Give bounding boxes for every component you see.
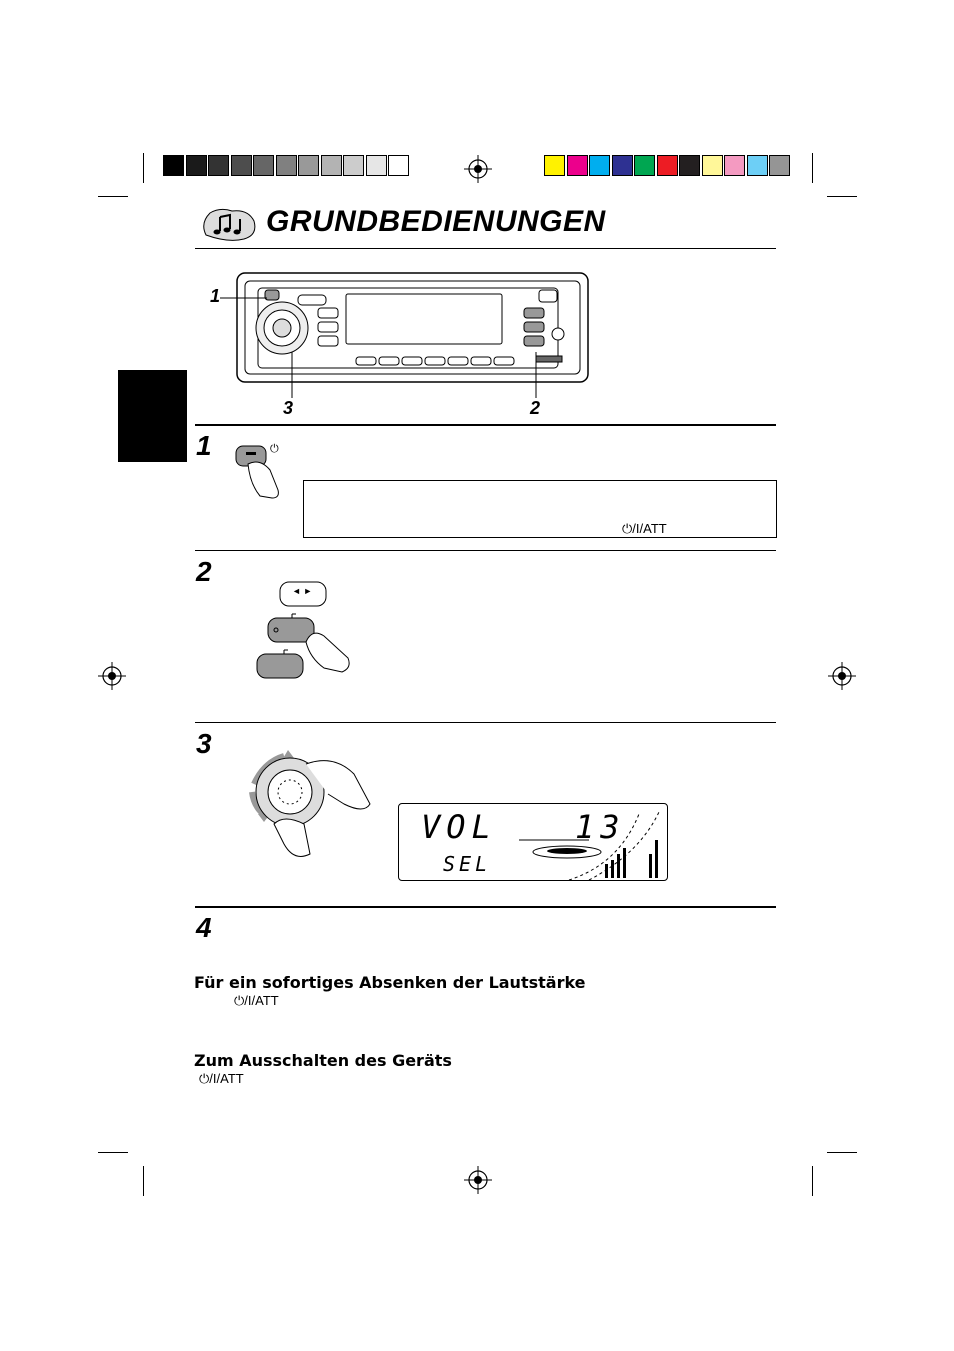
color-swatch xyxy=(544,155,565,176)
color-swatch xyxy=(208,155,229,176)
callout-2: 2 xyxy=(530,398,541,418)
note-box xyxy=(303,480,777,538)
registration-mark-icon xyxy=(98,662,126,690)
lcd-level-graphic xyxy=(509,804,668,881)
callout-1: 1 xyxy=(210,286,221,306)
color-swatch xyxy=(366,155,387,176)
color-swatch xyxy=(747,155,768,176)
color-swatch xyxy=(298,155,319,176)
color-swatch xyxy=(657,155,678,176)
page-title: GRUNDBEDIENUNGEN xyxy=(266,205,606,238)
color-swatch xyxy=(567,155,588,176)
crop-mark xyxy=(143,1166,144,1196)
step-divider xyxy=(195,550,776,551)
lcd-sel-label: SEL xyxy=(443,852,492,876)
crop-mark xyxy=(98,196,128,197)
step-divider xyxy=(195,906,776,908)
note-power-att-symbol: ⏻/I/ATT xyxy=(622,521,667,536)
color-swatch xyxy=(702,155,723,176)
power-button-press-illustration xyxy=(230,440,290,502)
callout-3: 3 xyxy=(283,398,294,418)
color-swatch xyxy=(612,155,633,176)
color-swatch xyxy=(769,155,790,176)
language-tab xyxy=(118,370,187,462)
lcd-volume-label: VOL xyxy=(421,808,497,846)
color-swatch xyxy=(321,155,342,176)
lcd-volume-value: 13 xyxy=(575,808,626,846)
step-number-3: 3 xyxy=(196,728,212,759)
color-swatch xyxy=(186,155,207,176)
section-heading-attenuate: Für ein sofortiges Absenken der Lautstärke xyxy=(194,973,586,992)
step-number-2: 2 xyxy=(196,556,212,587)
color-swatch xyxy=(163,155,184,176)
color-swatch xyxy=(343,155,364,176)
crop-mark xyxy=(812,1166,813,1196)
volume-knob-rotate-illustration xyxy=(244,744,374,864)
title-underline xyxy=(195,248,776,249)
crop-mark xyxy=(827,196,857,197)
callout-lines xyxy=(200,270,560,420)
attenuate-button-symbol: ⏻/I/ATT xyxy=(234,993,279,1008)
color-swatch xyxy=(231,155,252,176)
color-swatch xyxy=(253,155,274,176)
step-divider xyxy=(195,424,776,426)
power-symbol: ⏻ xyxy=(270,443,279,455)
color-swatch xyxy=(276,155,297,176)
arrow-buttons-symbol: ◄ ► xyxy=(292,586,313,596)
crop-mark xyxy=(98,1152,128,1153)
step-number-1: 1 xyxy=(196,430,212,461)
music-notes-icon xyxy=(198,205,260,243)
section-heading-power-off: Zum Ausschalten des Geräts xyxy=(194,1051,452,1070)
step-number-4: 4 xyxy=(196,912,212,943)
crop-mark xyxy=(143,153,144,183)
crop-mark xyxy=(827,1152,857,1153)
color-swatch xyxy=(724,155,745,176)
lcd-display xyxy=(398,803,668,881)
crop-mark xyxy=(812,153,813,183)
color-swatch xyxy=(388,155,409,176)
power-off-button-symbol: ⏻/I/ATT xyxy=(199,1071,244,1086)
color-swatch xyxy=(679,155,700,176)
color-swatch xyxy=(589,155,610,176)
color-swatch xyxy=(634,155,655,176)
registration-mark-icon xyxy=(464,155,492,183)
registration-mark-icon xyxy=(828,662,856,690)
step-divider xyxy=(195,722,776,723)
registration-mark-icon xyxy=(464,1166,492,1194)
